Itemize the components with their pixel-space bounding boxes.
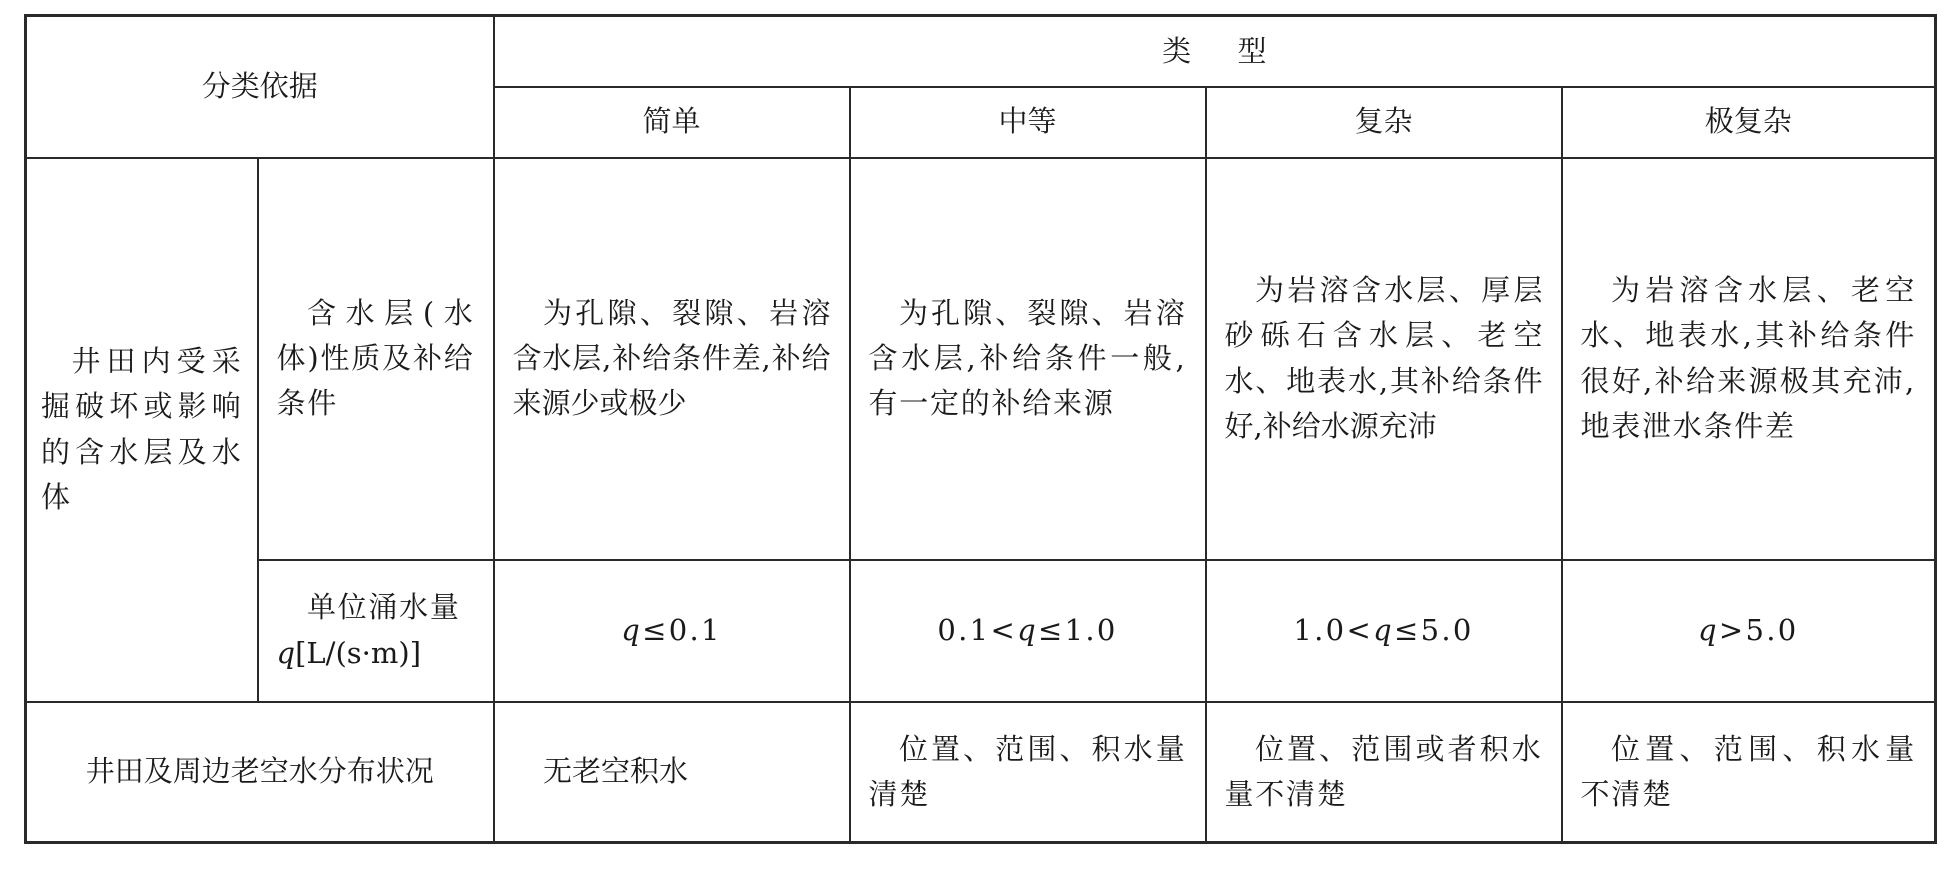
- type-medium-label: 中等: [998, 104, 1057, 139]
- inflow-simple-value: q≤0.1: [621, 612, 722, 647]
- group-label-cell: [26, 158, 258, 702]
- old-workings-complex-text: 位置、范围或者积水量不清楚: [1224, 731, 1543, 811]
- aquifer-very-complex-text: 为岩溶含水层、老空水、地表水,其补给条件很好,补给来源极其充沛,地表泄水条件差: [1580, 273, 1917, 443]
- inflow-medium-value: 0.1<q≤1.0: [937, 612, 1118, 647]
- type-complex-label: 复杂: [1354, 104, 1413, 139]
- header-row-1: [26, 16, 1936, 87]
- inflow-row: [26, 560, 1936, 702]
- aquifer-label-cell: [258, 158, 494, 560]
- type-header-simple: [494, 87, 850, 158]
- basis-header-cell: [26, 16, 494, 158]
- type-header-cell: [494, 16, 1936, 87]
- inflow-complex-value: 1.0<q≤5.0: [1293, 612, 1474, 647]
- basis-header-label: 分类依据: [201, 69, 318, 104]
- aquifer-very-complex-cell: [1562, 158, 1936, 560]
- type-header-medium: [850, 87, 1206, 158]
- aquifer-medium-text: 为孔隙、裂隙、岩溶含水层,补给条件一般,有一定的补给来源: [868, 295, 1187, 421]
- old-workings-simple-text: 无老空积水: [542, 754, 688, 789]
- type-header-very-complex: [1562, 87, 1936, 158]
- inflow-simple-cell: [494, 560, 850, 702]
- inflow-complex-cell: [1206, 560, 1562, 702]
- group-label: 井田内受采掘破坏或影响的含水层及水体: [41, 344, 243, 514]
- type-header-label: 类型: [1162, 33, 1313, 68]
- old-workings-very-complex-cell: [1562, 702, 1936, 843]
- inflow-label-line2: q[L/(s·m)]: [276, 635, 422, 670]
- old-workings-row: [26, 702, 1936, 843]
- old-workings-medium-cell: [850, 702, 1206, 843]
- aquifer-medium-cell: [850, 158, 1206, 560]
- type-very-complex-label: 极复杂: [1704, 104, 1792, 139]
- type-simple-label: 简单: [642, 104, 701, 139]
- classification-table-container: [24, 14, 1937, 844]
- inflow-very-complex-cell: [1562, 560, 1936, 702]
- aquifer-label: 含水层(水体)性质及补给条件: [276, 295, 475, 421]
- type-header-complex: [1206, 87, 1562, 158]
- inflow-very-complex-value: q>5.0: [1697, 612, 1799, 647]
- old-workings-very-complex-text: 位置、范围、积水量不清楚: [1580, 731, 1917, 811]
- aquifer-row: [26, 158, 1936, 560]
- old-workings-simple-cell: [494, 702, 850, 843]
- aquifer-complex-text: 为岩溶含水层、厚层砂砾石含水层、老空水、地表水,其补给条件好,补给水源充沛: [1224, 273, 1543, 443]
- aquifer-simple-text: 为孔隙、裂隙、岩溶含水层,补给条件差,补给来源少或极少: [512, 295, 831, 421]
- hydrogeology-classification-table: [24, 14, 1937, 844]
- inflow-label-line1: 单位涌水量: [306, 590, 461, 625]
- old-workings-medium-text: 位置、范围、积水量清楚: [868, 731, 1187, 811]
- inflow-medium-cell: [850, 560, 1206, 702]
- aquifer-complex-cell: [1206, 158, 1562, 560]
- old-workings-label: 井田及周边老空水分布状况: [85, 754, 434, 789]
- aquifer-simple-cell: [494, 158, 850, 560]
- old-workings-label-cell: [26, 702, 494, 843]
- old-workings-complex-cell: [1206, 702, 1562, 843]
- inflow-label-cell: [258, 560, 494, 702]
